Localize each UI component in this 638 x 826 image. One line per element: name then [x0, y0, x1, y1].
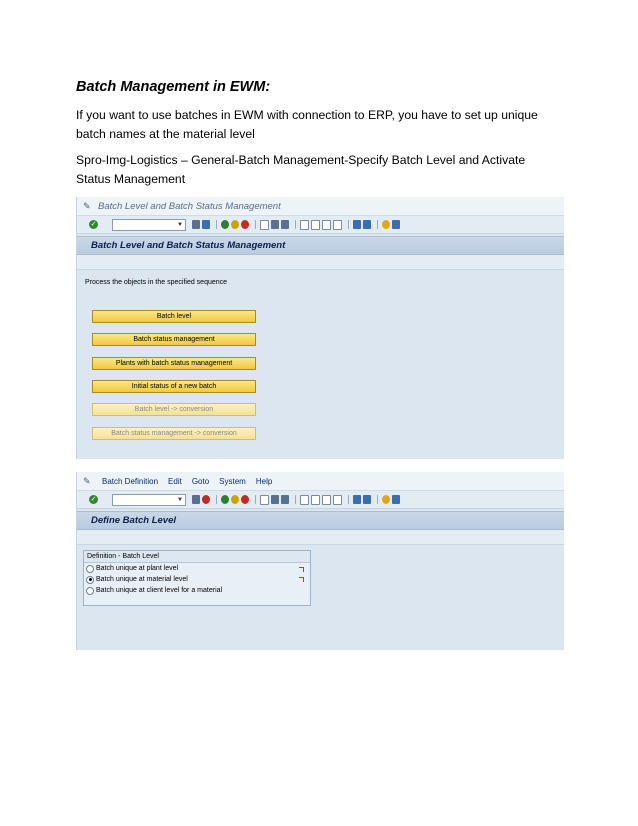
back-icon[interactable] [221, 495, 229, 504]
back-arrow-icon[interactable] [192, 495, 200, 504]
help-icon[interactable] [382, 220, 390, 229]
dropdown-arrow-icon[interactable]: ▼ [177, 496, 183, 503]
save-icon[interactable] [202, 220, 210, 229]
sap-screen-batch-level [76, 197, 564, 459]
layout-icon[interactable] [392, 220, 400, 229]
path-paragraph: Spro-Img-Logistics – General-Batch Management-Specify Batch Level and Activate Status Management [76, 153, 526, 186]
cancel-icon[interactable] [241, 220, 249, 229]
command-field[interactable] [112, 219, 186, 231]
screen-title-bar [77, 236, 564, 255]
first-page-icon[interactable] [300, 495, 309, 505]
next-page-icon[interactable] [322, 495, 331, 505]
menu-batch-definition[interactable]: Batch Definition [102, 476, 159, 486]
command-field[interactable] [112, 494, 186, 506]
intro-paragraph: If you want to use batches in EWM with connection to ERP, you have to set up unique batch names at the material level [76, 108, 538, 141]
radio-material-level[interactable] [86, 576, 94, 584]
toolbar-separator [348, 220, 349, 229]
required-marker-icon [299, 577, 304, 582]
find-next-icon[interactable] [281, 220, 289, 229]
enter-check-icon[interactable]: ✓ [90, 221, 97, 228]
toolbar-icons [192, 220, 402, 230]
menu-system[interactable]: System [219, 476, 246, 486]
radio-label: Batch unique at client level for a material [96, 587, 223, 594]
initial-status-new-batch-button[interactable]: Initial status of a new batch [92, 380, 256, 393]
batch-level-conversion-button: Batch level -> conversion [92, 403, 256, 416]
application-toolbar [77, 255, 564, 270]
menu-help[interactable]: Help [255, 476, 273, 486]
save-icon[interactable] [202, 495, 210, 504]
toolbar-separator [216, 495, 217, 504]
shortcut-icon[interactable] [363, 220, 371, 229]
menu-bar [77, 197, 564, 216]
toolbar-icons [192, 495, 402, 505]
print-icon[interactable] [260, 495, 269, 505]
screen-title: Define Batch Level [91, 515, 176, 526]
toolbar-separator [255, 220, 256, 229]
plants-with-batch-status-button[interactable]: Plants with batch status management [92, 357, 256, 370]
menu-exit-icon[interactable]: ✎ [83, 475, 91, 486]
group-title: Definition - Batch Level [84, 551, 310, 563]
toolbar-separator [377, 495, 378, 504]
last-page-icon[interactable] [333, 495, 342, 505]
application-toolbar [77, 530, 564, 545]
batch-level-button[interactable]: Batch level [92, 310, 256, 323]
screen-title-bar [77, 511, 564, 530]
exit-icon[interactable] [231, 495, 239, 504]
radio-option-material[interactable] [86, 574, 310, 585]
exit-icon[interactable] [231, 220, 239, 229]
first-page-icon[interactable] [300, 220, 309, 230]
dropdown-arrow-icon[interactable]: ▼ [177, 221, 183, 228]
toolbar-separator [295, 495, 296, 504]
find-next-icon[interactable] [281, 495, 289, 504]
previous-page-icon[interactable] [311, 495, 320, 505]
menu-exit-icon[interactable]: ✎ [83, 200, 91, 211]
standard-toolbar [77, 491, 564, 509]
radio-client-level[interactable] [86, 587, 94, 595]
find-icon[interactable] [271, 220, 279, 229]
toolbar-separator [377, 220, 378, 229]
standard-toolbar [77, 216, 564, 234]
enter-check-icon[interactable]: ✓ [90, 496, 97, 503]
toolbar-separator [216, 220, 217, 229]
toolbar-separator [295, 220, 296, 229]
back-arrow-icon[interactable] [192, 220, 200, 229]
last-page-icon[interactable] [333, 220, 342, 230]
required-marker-icon [299, 567, 304, 572]
next-page-icon[interactable] [322, 220, 331, 230]
layout-icon[interactable] [392, 495, 400, 504]
menu-goto[interactable]: Goto [191, 476, 210, 486]
menu-bar [77, 472, 564, 491]
cancel-icon[interactable] [241, 495, 249, 504]
radio-label: Batch unique at material level [96, 576, 188, 583]
menu-edit[interactable]: Edit [168, 476, 182, 486]
radio-plant-level[interactable] [86, 565, 94, 573]
print-icon[interactable] [260, 220, 269, 230]
find-icon[interactable] [271, 495, 279, 504]
toolbar-separator [255, 495, 256, 504]
create-session-icon[interactable] [353, 220, 361, 229]
create-session-icon[interactable] [353, 495, 361, 504]
definition-batch-level-group [83, 550, 311, 606]
toolbar-separator [348, 495, 349, 504]
radio-option-client[interactable] [86, 585, 310, 596]
doc-title: Batch Management in EWM: [76, 79, 271, 95]
menu-title: Batch Level and Batch Status Management [98, 200, 281, 212]
screen-title: Batch Level and Batch Status Management [91, 240, 286, 251]
instruction-text: Process the objects in the specified sequence [85, 279, 228, 286]
radio-label: Batch unique at plant level [96, 565, 179, 572]
radio-option-plant[interactable] [86, 563, 310, 574]
shortcut-icon[interactable] [363, 495, 371, 504]
batch-status-management-button[interactable]: Batch status management [92, 333, 256, 346]
previous-page-icon[interactable] [311, 220, 320, 230]
sap-screen-define-batch-level [76, 472, 564, 650]
back-icon[interactable] [221, 220, 229, 229]
help-icon[interactable] [382, 495, 390, 504]
batch-status-conversion-button: Batch status management -> conversion [92, 427, 256, 440]
